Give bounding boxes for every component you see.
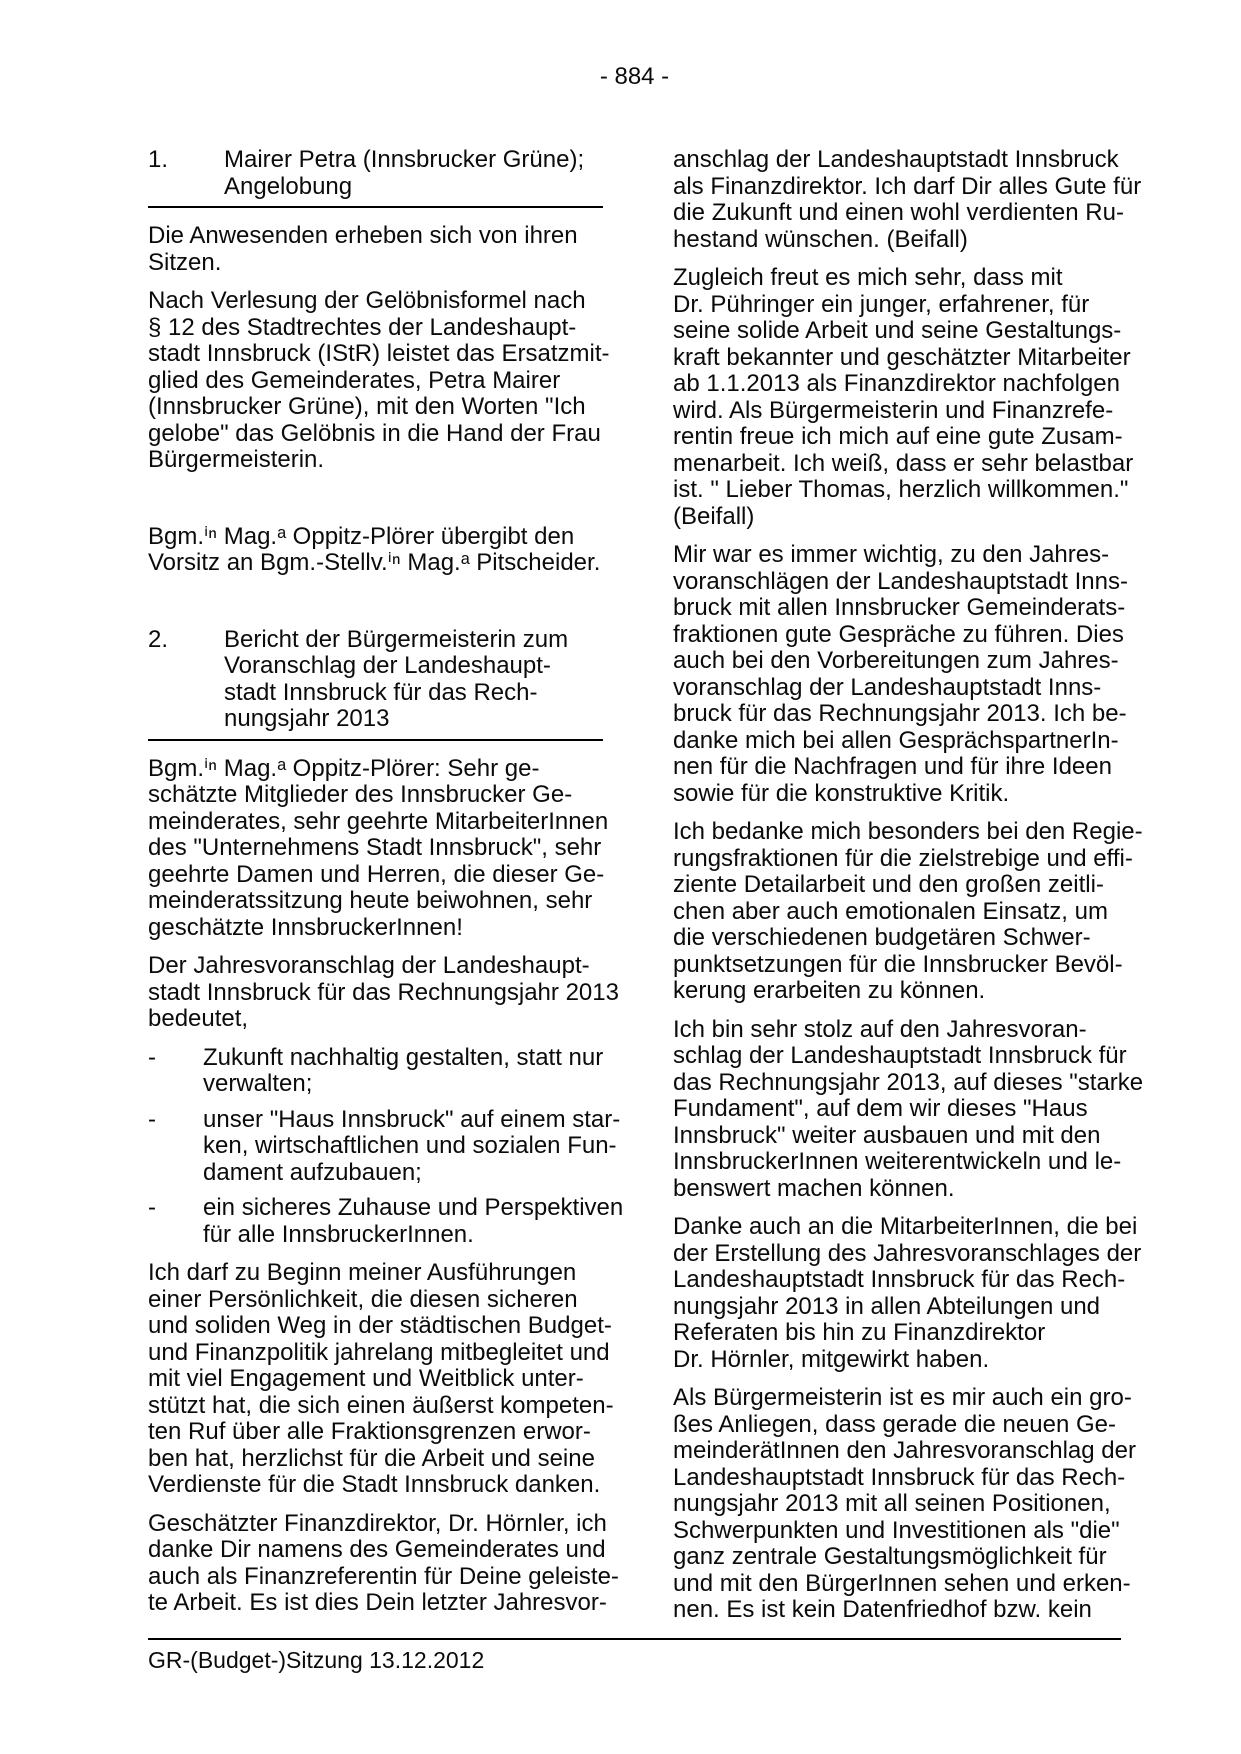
text-line: Angelobung — [224, 172, 353, 200]
text-line: gelobe" das Gelöbnis in die Hand der Frau — [148, 419, 601, 447]
text-line: ab 1.1.2013 als Finanzdirektor nachfolgen — [673, 370, 1120, 397]
text-line: Bericht der Bürgermeisterin zum — [224, 625, 569, 653]
text-line: die Zukunft und einen wohl verdienten Ru- — [673, 199, 1124, 226]
text-line: unser "Haus Innsbruck" auf einem star- — [203, 1105, 621, 1133]
paragraph-begruessung — [148, 754, 609, 942]
text-line: Nach Verlesung der Gelöbnisformel nach — [148, 287, 586, 314]
left-column — [148, 146, 624, 1629]
section-2-title — [224, 627, 603, 733]
text-line: schlag der Landeshauptstadt Innsbruck für — [673, 1042, 1127, 1069]
text-line: Die Anwesenden erheben sich von ihren — [148, 222, 578, 249]
text-line: und soliden Weg in der städtischen Budget- — [148, 1312, 612, 1339]
text-line: meinderates, sehr geehrte MitarbeiterInnen — [148, 807, 609, 835]
bullet-marker: - — [148, 1105, 156, 1133]
text-line: ken, wirtschaftlichen und sozialen Fun- — [203, 1132, 617, 1159]
text-line: danke mich bei allen GesprächspartnerIn- — [673, 726, 1119, 754]
text-line: anschlag der Landeshauptstadt Innsbruck — [673, 146, 1119, 173]
section-1-heading — [148, 147, 603, 208]
text-line: Verdienste für die Stadt Innsbruck danken. — [148, 1471, 601, 1498]
bullet-item-haus-innsbruck — [148, 1105, 621, 1187]
paragraph-vorsitz — [148, 524, 603, 577]
text-line: sowie für die konstruktive Kritik. — [673, 779, 1010, 807]
text-line: stadt Innsbruck für das Rech- — [224, 678, 538, 706]
bullet-list — [148, 1043, 624, 1249]
text-line: Der Jahresvoranschlag der Landeshaupt- — [148, 952, 590, 979]
text-line: Bgm.ⁱⁿ Mag.ᵃ Oppitz-Plörer: Sehr ge- — [148, 754, 540, 782]
text-line: ziente Detailarbeit und den großen zeitli- — [673, 871, 1104, 898]
text-line: Vorsitz an Bgm.-Stellv.ⁱⁿ Mag.ᵃ Pitscheider. — [148, 549, 601, 576]
page-footer — [148, 1638, 1121, 1674]
text-line: ein sicheres Zuhause und Perspektiven — [203, 1194, 624, 1221]
paragraph-attendees — [148, 223, 603, 276]
bullet-item-zukunft — [148, 1045, 603, 1098]
page-number: - 884 - — [599, 63, 670, 90]
text-line: benswert machen können. — [673, 1174, 955, 1202]
footer-text: GR-(Budget-)Sitzung 13.12.2012 — [148, 1647, 485, 1673]
text-line: ten Ruf über alle Fraktionsgrenzen erwor- — [148, 1418, 591, 1445]
text-line: ganz zentrale Gestaltungsmöglichkeit für — [673, 1543, 1107, 1570]
text-line: wird. Als Bürgermeisterin und Finanzrefe- — [673, 396, 1114, 424]
text-line: seine solide Arbeit und seine Gestaltungs- — [673, 317, 1122, 344]
text-line: glied des Gemeinderates, Petra Mairer — [148, 366, 561, 394]
section-2-heading — [148, 627, 603, 741]
text-line: des "Unternehmens Stadt Innsbruck", sehr — [148, 834, 602, 861]
bullet-marker: - — [148, 1043, 156, 1071]
paragraph-fundament — [673, 1015, 1144, 1203]
text-line: bedeutet, — [148, 1005, 249, 1032]
text-line: Danke auch an die MitarbeiterInnen, die bei — [673, 1213, 1138, 1240]
text-line: Bürgermeisterin. — [148, 446, 325, 473]
section-1-title — [224, 147, 603, 200]
text-line: Ich bin sehr stolz auf den Jahresvoran- — [673, 1015, 1087, 1043]
paragraph-finanzdirektor — [148, 1509, 619, 1617]
text-line: § 12 des Stadtrechtes der Landeshaupt- — [148, 313, 577, 341]
paragraph-gemeinderaete — [673, 1384, 1136, 1624]
section-1-number: 1. — [148, 146, 169, 173]
text-line: rentin freue ich mich auf eine gute Zusam- — [673, 423, 1123, 450]
text-line: rungsfraktionen für die zielstrebige und effi- — [673, 844, 1133, 872]
bullet-text — [203, 1105, 621, 1187]
text-line: hestand wünschen. (Beifall) — [673, 225, 968, 253]
bullet-text — [203, 1045, 603, 1098]
text-line: Bgm.ⁱⁿ Mag.ᵃ Oppitz-Plörer übergibt den — [148, 522, 575, 550]
paragraph-gespraeche — [673, 541, 1128, 807]
text-line: Sitzen. — [148, 248, 222, 276]
text-line: kerung erarbeiten zu können. — [673, 977, 986, 1004]
text-line: stadt Innsbruck (IStR) leistet das Ersatzmit- — [148, 340, 610, 367]
text-line: Als Bürgermeisterin ist es mir auch ein gro- — [673, 1384, 1132, 1411]
text-line: Referaten bis hin zu Finanzdirektor — [673, 1319, 1046, 1346]
text-line: verwalten; — [203, 1070, 313, 1097]
text-line: mit viel Engagement und Weitblick unter- — [148, 1365, 584, 1392]
text-line: und Finanzpolitik jahrelang mitbegleitet und — [148, 1338, 610, 1366]
text-line: stadt Innsbruck für das Rechnungsjahr 2013 — [148, 978, 619, 1006]
text-line: Schwerpunkten und Investitionen als "die" — [673, 1516, 1120, 1544]
text-line: voranschlag der Landeshauptstadt Inns- — [673, 673, 1102, 701]
paragraph-regierungsfraktionen — [673, 818, 1143, 1005]
text-line: die verschiedenen budgetären Schwer- — [673, 924, 1091, 951]
paragraph-geloebnis — [148, 287, 610, 474]
text-line: geschätzte InnsbruckerInnen! — [148, 913, 463, 941]
text-line: (Beifall) — [673, 502, 755, 530]
text-line: geehrte Damen und Herren, die dieser Ge- — [148, 860, 605, 888]
text-line: chen aber auch emotionalen Einsatz, um — [673, 897, 1108, 925]
text-line: Mir war es immer wichtig, zu den Jahres- — [673, 541, 1110, 568]
text-line: nen für die Nachfragen und für ihre Ideen — [673, 753, 1112, 780]
text-line: Ich bedanke mich besonders bei den Regie- — [673, 818, 1143, 845]
text-line: Landeshauptstadt Innsbruck für das Rech- — [673, 1266, 1126, 1293]
paragraph-ruhestand — [673, 146, 1142, 253]
text-line: te Arbeit. Es ist dies Dein letzter Jahresvor- — [148, 1589, 607, 1616]
text-line: (Innsbrucker Grüne), mit den Worten "Ich — [148, 393, 586, 420]
text-line: Fundament", auf dem wir dieses "Haus — [673, 1095, 1088, 1122]
text-line: und mit den BürgerInnen sehen und erken- — [673, 1569, 1131, 1597]
text-line: bruck für das Rechnungsjahr 2013. Ich be- — [673, 700, 1127, 727]
text-line: danke Dir namens des Gemeinderates und — [148, 1536, 606, 1563]
text-line: Mairer Petra (Innsbrucker Grüne); — [224, 146, 585, 173]
text-line: als Finanzdirektor. Ich darf Dir alles Gute für — [673, 172, 1142, 200]
text-line: Zukunft nachhaltig gestalten, statt nur — [203, 1043, 604, 1071]
bullet-text — [203, 1194, 624, 1248]
text-line: voranschlägen der Landeshauptstadt Inns- — [673, 567, 1128, 595]
text-line: punktsetzungen für die Innsbrucker Bevöl- — [673, 950, 1123, 978]
text-line: Ich darf zu Beginn meiner Ausführungen — [148, 1259, 577, 1286]
bullet-item-zuhause — [148, 1194, 624, 1248]
section-2-number: 2. — [148, 625, 169, 653]
text-line: Dr. Pühringer ein junger, erfahrener, für — [673, 290, 1090, 318]
paragraph-puehringer — [673, 264, 1134, 530]
text-line: das Rechnungsjahr 2013, auf dieses "starke — [673, 1068, 1144, 1096]
paragraph-mitarbeiter — [673, 1213, 1142, 1373]
text-line: Dr. Hörnler, mitgewirkt haben. — [673, 1345, 990, 1373]
text-line: nungsjahr 2013 in allen Abteilungen und — [673, 1292, 1101, 1320]
text-line: für alle InnsbruckerInnen. — [203, 1220, 474, 1248]
text-line: Zugleich freut es mich sehr, dass mit — [673, 264, 1063, 291]
text-line: nungsjahr 2013 — [224, 705, 390, 732]
text-line: meinderätInnen den Jahresvoranschlag der — [673, 1437, 1136, 1464]
text-line: nen. Es ist kein Datenfriedhof bzw. kein — [673, 1596, 1092, 1623]
text-line: fraktionen gute Gespräche zu führen. Dies — [673, 620, 1124, 648]
bullet-marker: - — [148, 1194, 156, 1221]
text-line: auch als Finanzreferentin für Deine geleiste- — [148, 1562, 619, 1590]
text-line: Innsbruck" weiter ausbauen und mit den — [673, 1121, 1101, 1149]
text-line: bruck mit allen Innsbrucker Gemeinderats- — [673, 594, 1126, 621]
text-line: Voranschlag der Landeshaupt- — [224, 652, 551, 679]
text-line: einer Persönlichkeit, die diesen sicheren — [148, 1285, 578, 1313]
text-line: InnsbruckerInnen weiterentwickeln und le- — [673, 1148, 1122, 1175]
text-line: ist. " Lieber Thomas, herzlich willkommen." — [673, 476, 1129, 503]
text-line: auch bei den Vorbereitungen zum Jahres- — [673, 647, 1119, 674]
text-line: der Erstellung des Jahresvoranschlages der — [673, 1239, 1142, 1267]
text-line: stützt hat, die sich einen äußerst kompeten- — [148, 1391, 614, 1419]
text-line: kraft bekannter und geschätzter Mitarbeiter — [673, 343, 1131, 371]
text-line: nungsjahr 2013 mit all seinen Positionen, — [673, 1490, 1111, 1517]
text-line: Landeshauptstadt Innsbruck für das Rech- — [673, 1463, 1126, 1491]
text-line: Geschätzter Finanzdirektor, Dr. Hörnler, ich — [148, 1509, 607, 1537]
paragraph-bedeutet — [148, 952, 619, 1033]
text-line: schätzte Mitglieder des Innsbrucker Ge- — [148, 781, 573, 808]
text-line: meinderatssitzung heute beiwohnen, sehr — [148, 887, 593, 914]
text-line: menarbeit. Ich weiß, dass er sehr belastbar — [673, 449, 1134, 477]
right-column — [673, 146, 1144, 1636]
text-line: ßes Anliegen, dass gerade die neuen Ge- — [673, 1410, 1116, 1438]
paragraph-persoenlichkeit — [148, 1259, 614, 1499]
text-line: ben hat, herzlichst für die Arbeit und seine — [148, 1444, 595, 1472]
text-line: dament aufzubauen; — [203, 1158, 422, 1186]
